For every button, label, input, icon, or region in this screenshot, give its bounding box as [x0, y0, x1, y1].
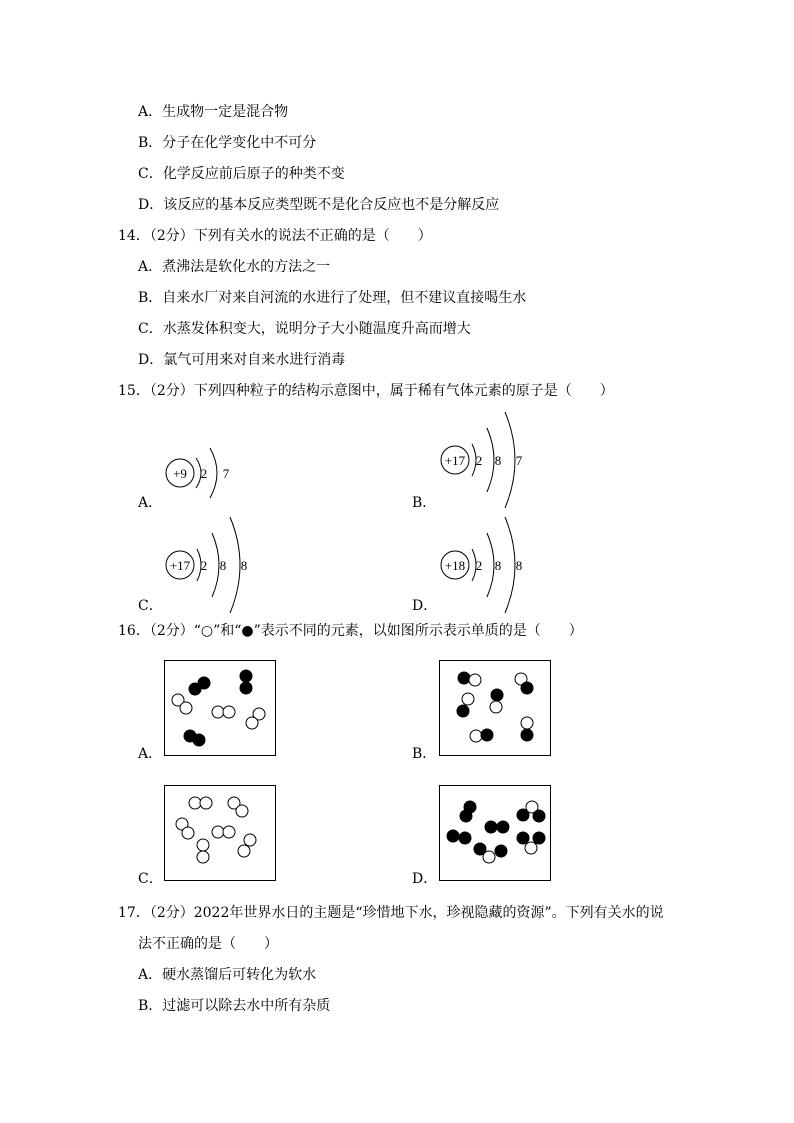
- q17-option-b: B．过滤可以除去水中所有杂质: [138, 998, 331, 1014]
- nucleus-charge: +17: [169, 558, 191, 573]
- q15-stem: 15．（2分）下列四种粒子的结构示意图中，属于稀有气体元素的原子是（ ）: [118, 383, 614, 399]
- q13-option-b: B．分子在化学变化中不可分: [138, 135, 317, 151]
- q17-stem-line1: 17．（2分）2022年世界水日的主题是“珍惜地下水，珍视隐藏的资源”。下列有关水的说: [118, 905, 664, 921]
- shell-electrons: 7: [222, 466, 230, 481]
- shell-electrons: 8: [219, 558, 227, 573]
- molecule-box-d: [439, 785, 551, 881]
- shell-electrons: 8: [240, 558, 248, 573]
- q17-stem-line2: 法不正确的是（ ）: [138, 936, 278, 952]
- q14-option-c: C．水蒸发体积变大，说明分子大小随温度升高而增大: [138, 321, 471, 337]
- atom-diagram-b: [435, 408, 535, 508]
- q15-label-d: D．: [412, 598, 438, 614]
- q16-stem: 16．（2分）“○”和“●”表示不同的元素，以如图所示表示单质的是（ ）: [118, 623, 583, 639]
- molecule-box-b: [439, 660, 551, 756]
- q14-option-b: B．自来水厂对来自河流的水进行了处理，但不建议直接喝生水: [138, 290, 527, 306]
- q16-label-a: A．: [138, 746, 163, 762]
- nucleus-charge: +18: [444, 558, 466, 573]
- shell-electrons: 8: [494, 453, 502, 468]
- shell-electrons: 8: [515, 558, 523, 573]
- shell-electrons: 2: [475, 453, 483, 468]
- nucleus-charge: +9: [173, 466, 187, 481]
- q16-label-b: B．: [412, 746, 437, 762]
- q15-label-b: B．: [412, 495, 437, 511]
- q14-stem: 14．（2分）下列有关水的说法不正确的是（ ）: [118, 228, 432, 244]
- atom-diagram-d: [435, 515, 535, 615]
- q13-option-c: C．化学反应前后原子的种类不变: [138, 166, 345, 182]
- nucleus-charge: +17: [444, 453, 466, 468]
- shell-electrons: 2: [200, 466, 208, 481]
- q13-option-d: D．该反应的基本反应类型既不是化合反应也不是分解反应: [138, 197, 500, 213]
- q17-option-a: A．硬水蒸馏后可转化为软水: [138, 967, 317, 983]
- q15-label-a: A．: [138, 495, 163, 511]
- shell-electrons: 2: [475, 558, 483, 573]
- shell-electrons: 7: [515, 453, 523, 468]
- q15-label-c: C．: [138, 598, 163, 614]
- q16-label-c: C．: [138, 871, 163, 887]
- molecule-box-a: [164, 660, 276, 756]
- q14-option-d: D．氯气可用来对自来水进行消毒: [138, 352, 346, 368]
- shell-electrons: 2: [200, 558, 208, 573]
- q13-option-a: A．生成物一定是混合物: [138, 104, 289, 120]
- molecule-box-c: [164, 785, 276, 881]
- atom-diagram-a: [160, 440, 240, 500]
- q14-option-a: A．煮沸法是软化水的方法之一: [138, 259, 331, 275]
- atom-diagram-c: [160, 515, 260, 615]
- shell-electrons: 8: [494, 558, 502, 573]
- q16-label-d: D．: [412, 871, 438, 887]
